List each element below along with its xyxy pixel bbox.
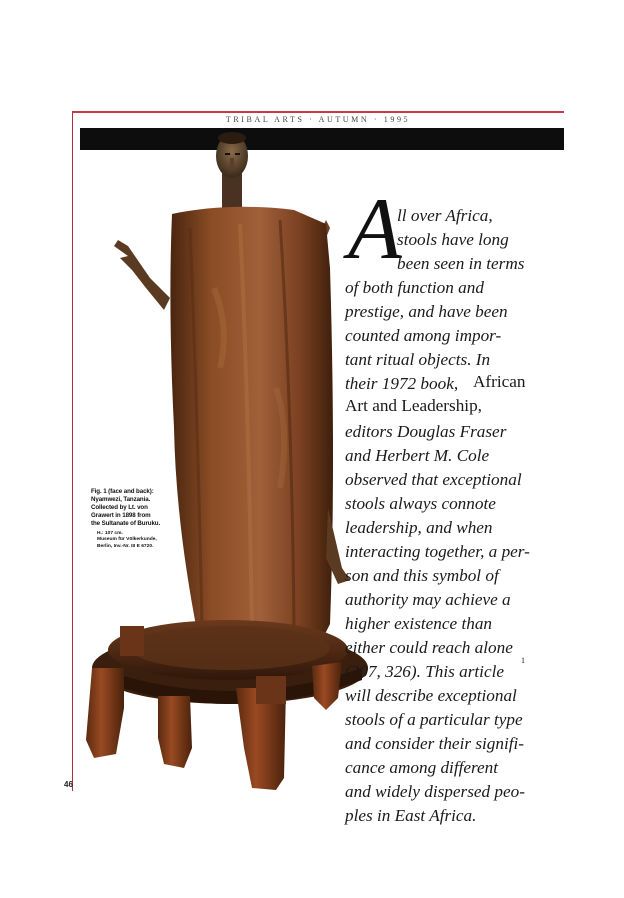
article-line: tant ritual objects. In [345, 350, 491, 369]
article-line: observed that exceptional [345, 470, 522, 489]
article-line: either could reach alone [345, 638, 513, 657]
article-line-roman: Art and Leadership, [345, 396, 482, 415]
article-line: ples in East Africa. [345, 806, 477, 825]
drop-cap: A [348, 181, 402, 278]
running-head: TRIBAL ARTS · AUTUMN · 1995 [225, 115, 411, 124]
article-line: stools have long [397, 230, 509, 249]
caption-line: Collected by Lt. von [91, 504, 148, 511]
article-line: higher existence than [345, 614, 493, 633]
article-line: prestige, and have been [345, 302, 508, 321]
article-line: stools of a particular type [345, 710, 523, 729]
article-line: their 1972 book, [345, 374, 459, 393]
caption-detail-line: H.: 107 cm. [97, 531, 123, 536]
article-line: and Herbert M. Cole [345, 446, 490, 465]
caption-line: the Sultanate of Buruku. [91, 520, 161, 527]
article-line: and widely dispersed peo- [345, 782, 525, 801]
article-line: counted among impor- [345, 326, 502, 345]
article-line: stools always connote [345, 494, 496, 513]
article-line-roman: African [473, 372, 526, 391]
caption-detail [97, 531, 171, 550]
figure-left-arm [114, 240, 170, 310]
article-line: been seen in terms [397, 254, 525, 273]
margin-rule [72, 111, 73, 791]
article-line: will describe exceptional [345, 686, 517, 705]
caption-line: Nyamwezi, Tanzania. [91, 496, 151, 503]
caption-main [91, 488, 171, 528]
caption-detail-line: Berlin, Inv.-Nr. III E 6720. [97, 543, 154, 549]
article-line: interacting together, a per- [345, 542, 530, 561]
article-line: ll over Africa, [397, 206, 493, 225]
article-line: cance among different [345, 758, 499, 777]
footnote-marker: 1 [521, 656, 525, 665]
article-line: authority may achieve a [345, 590, 511, 609]
header-rule [72, 111, 564, 113]
caption-line: Fig. 1 (face and back): [91, 488, 154, 495]
caption-line: Grawert in 1898 from [91, 512, 151, 519]
article-line: (307, 326). This article [345, 662, 504, 681]
article-line: leadership, and when [345, 518, 493, 537]
caption-detail-line: Museum für Völkerkunde, [97, 537, 157, 543]
article-line: editors Douglas Fraser [345, 422, 507, 441]
figure-head [216, 132, 248, 212]
figure-caption [91, 488, 171, 550]
article-line: of both function and [345, 278, 484, 297]
stool-photograph [80, 128, 370, 798]
page-number: 46 [64, 780, 73, 789]
article-line: and consider their signifi- [345, 734, 525, 753]
article-line: son and this symbol of [345, 566, 499, 585]
